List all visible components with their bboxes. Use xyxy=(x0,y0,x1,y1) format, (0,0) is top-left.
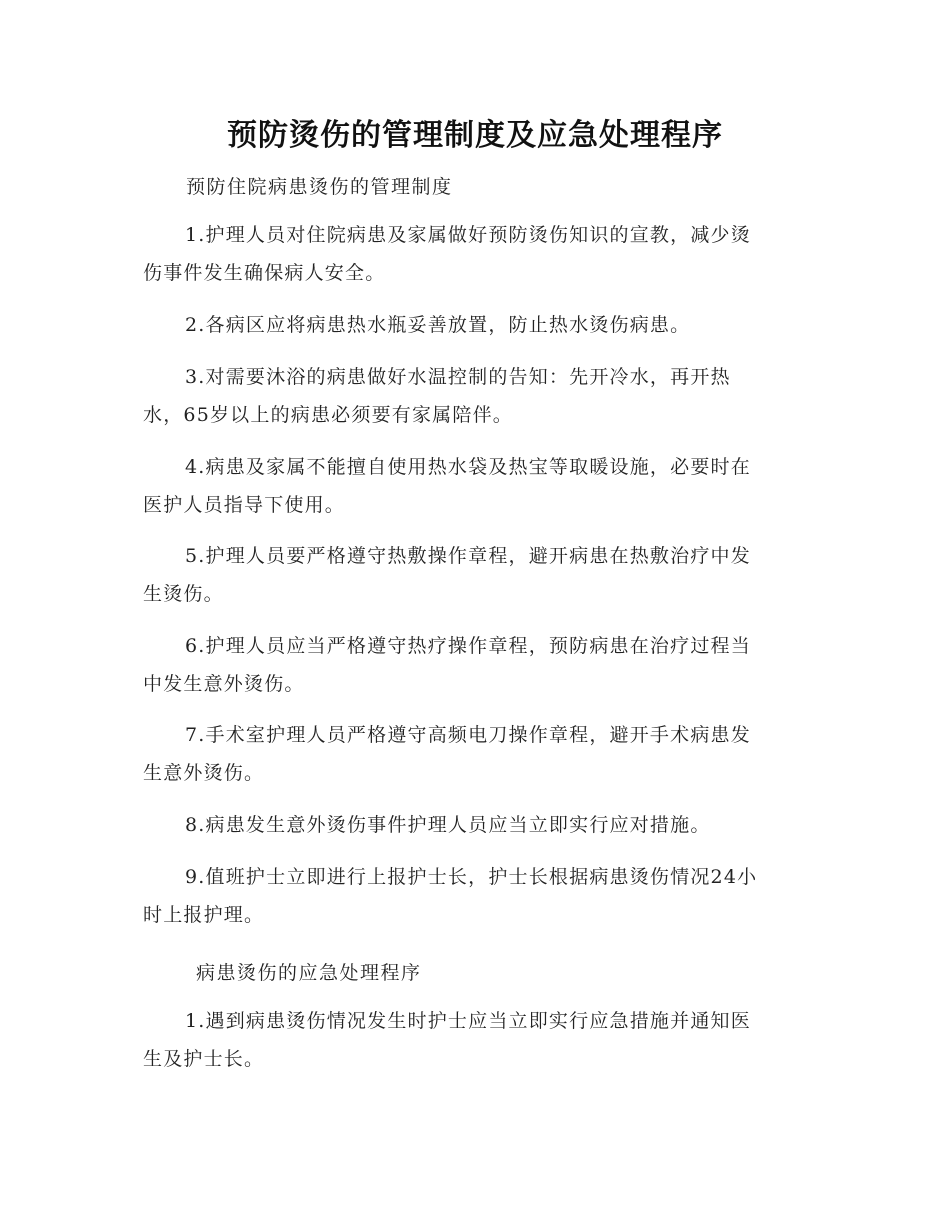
paragraph-item-2 xyxy=(143,306,803,344)
paragraph-line: 9.值班护士立即进行上报护士长，护士长根据病患烫伤情况24小 xyxy=(185,866,758,888)
paragraph-line: 1.遇到病患烫伤情况发生时护士应当立即实行应急措施并通知医 xyxy=(185,1010,751,1032)
paragraph-emergency-item-1 xyxy=(143,1002,803,1078)
paragraph-line: 8.病患发生意外烫伤事件护理人员应当立即实行应对措施。 xyxy=(185,814,711,836)
paragraph-line: 4.病患及家属不能擅自使用热水袋及热宝等取暖设施，必要时在 xyxy=(185,456,751,478)
paragraph-line: 7.手术室护理人员严格遵守高频电刀操作章程，避开手术病患发 xyxy=(185,724,751,746)
paragraph-line: 3.对需要沐浴的病患做好水温控制的告知：先开冷水，再开热 xyxy=(185,366,731,388)
paragraph-item-5 xyxy=(143,537,803,613)
paragraph-line: 生意外烫伤。 xyxy=(143,762,265,784)
paragraph-line: 中发生意外烫伤。 xyxy=(143,673,305,695)
paragraph-item-4 xyxy=(143,448,803,524)
paragraph-item-7 xyxy=(143,716,803,792)
paragraph-line: 6.护理人员应当严格遵守热疗操作章程，预防病患在治疗过程当 xyxy=(185,635,751,657)
section-heading-emergency: 病患烫伤的应急处理程序 xyxy=(196,962,422,984)
paragraph-line: 时上报护理。 xyxy=(143,904,265,926)
paragraph-item-8 xyxy=(143,806,803,844)
section-heading-prevention: 预防住院病患烫伤的管理制度 xyxy=(186,176,453,198)
paragraph-line: 1.护理人员对住院病患及家属做好预防烫伤知识的宣教，减少烫 xyxy=(185,224,751,246)
paragraph-item-6 xyxy=(143,627,803,703)
paragraph-line: 生及护士长。 xyxy=(143,1048,265,1070)
paragraph-line: 生烫伤。 xyxy=(143,583,224,605)
paragraph-line: 2.各病区应将病患热水瓶妥善放置，防止热水烫伤病患。 xyxy=(185,314,691,336)
paragraph-item-3 xyxy=(143,358,803,434)
paragraph-line: 伤事件发生确保病人安全。 xyxy=(143,262,386,284)
paragraph-item-1 xyxy=(143,216,803,292)
paragraph-item-9 xyxy=(143,858,803,934)
paragraph-line: 医护人员指导下使用。 xyxy=(143,494,346,516)
paragraph-line: 水，65岁以上的病患必须要有家属陪伴。 xyxy=(143,404,513,426)
document-title: 预防烫伤的管理制度及应急处理程序 xyxy=(227,118,723,153)
paragraph-line: 5.护理人员要严格遵守热敷操作章程，避开病患在热敷治疗中发 xyxy=(185,545,751,567)
